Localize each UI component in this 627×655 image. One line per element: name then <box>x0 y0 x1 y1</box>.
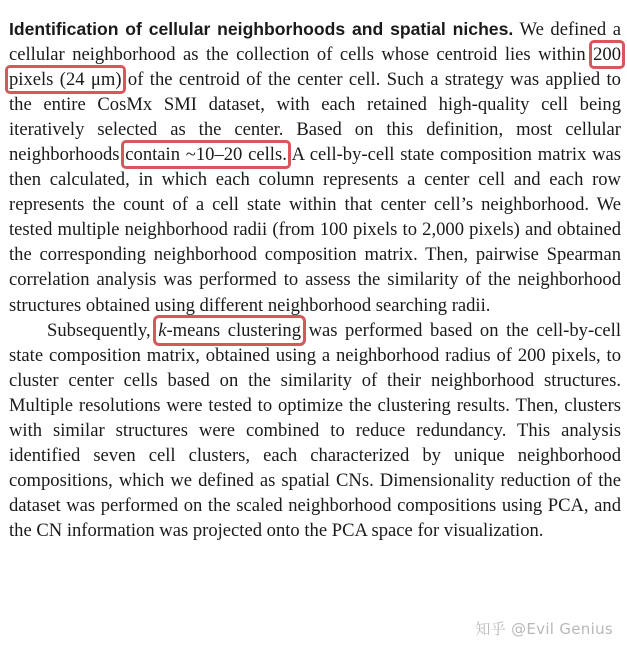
paragraph-1 <box>9 17 621 318</box>
article-section <box>9 17 621 543</box>
paragraph-2-text-b: was performed based on the cell-by-cell state composition matrix, obtained using a neighborhood radius of 200 pixels, to cluster center cells based on the similarity of their neighborhood structures. Multiple resolutions were tested to optimize the clustering results. Then, clusters with similar structures were combined to reduce redundancy. This analysis identified seven cell clusters, each characterized by unique neighborhood compositions, which we defined as spatial CNs. Dimensionality reduction of the dataset was performed on the scaled neighborhood compositions using PCA, and the CN information was projected onto the PCA space for visualization. <box>9 319 621 541</box>
paragraph-1-text-c: A cell-by-cell state composition matrix was then calculated, in which each column represents a center cell and each row represents the count of a cell state within that center cell’s neighborhood. We tested multiple neighborhood radii (from 100 pixels to 2,000 pixels) and obtained the corresponding neighborhood composition matrix. Then, pairwise Spearman correlation analysis was performed to assess the similarity of the neighborhood structures obtained using different neighborhood searching radii. <box>9 144 621 316</box>
kmeans-k-italic: k <box>158 319 167 341</box>
paragraph-1-text-b: of the centroid of the center cell. Such a strategy was applied to the entire CosMx SMI dataset, with each retained high-quality cell being iteratively selected as the center. Based on this definition, most cellular neighborhoods <box>9 69 621 166</box>
kmeans-label: -means clustering <box>166 319 302 341</box>
highlight-box-pixel-radius: 200 pixels (24 μm) <box>9 44 621 91</box>
paragraph-2-text-a: Subsequently, <box>47 319 159 341</box>
section-heading: Identification of cellular neighborhoods and spatial niches. <box>9 19 514 39</box>
highlight-box-kmeans <box>158 320 301 341</box>
zhihu-watermark: 知乎 @Evil Genius <box>475 620 613 638</box>
paragraph-1-text-a: We defined a cellular neighborhood as the collection of cells whose centroid lies within <box>9 19 622 66</box>
highlight-box-cell-count: contain ~10–20 cells. <box>125 144 287 166</box>
paragraph-2 <box>9 318 621 543</box>
